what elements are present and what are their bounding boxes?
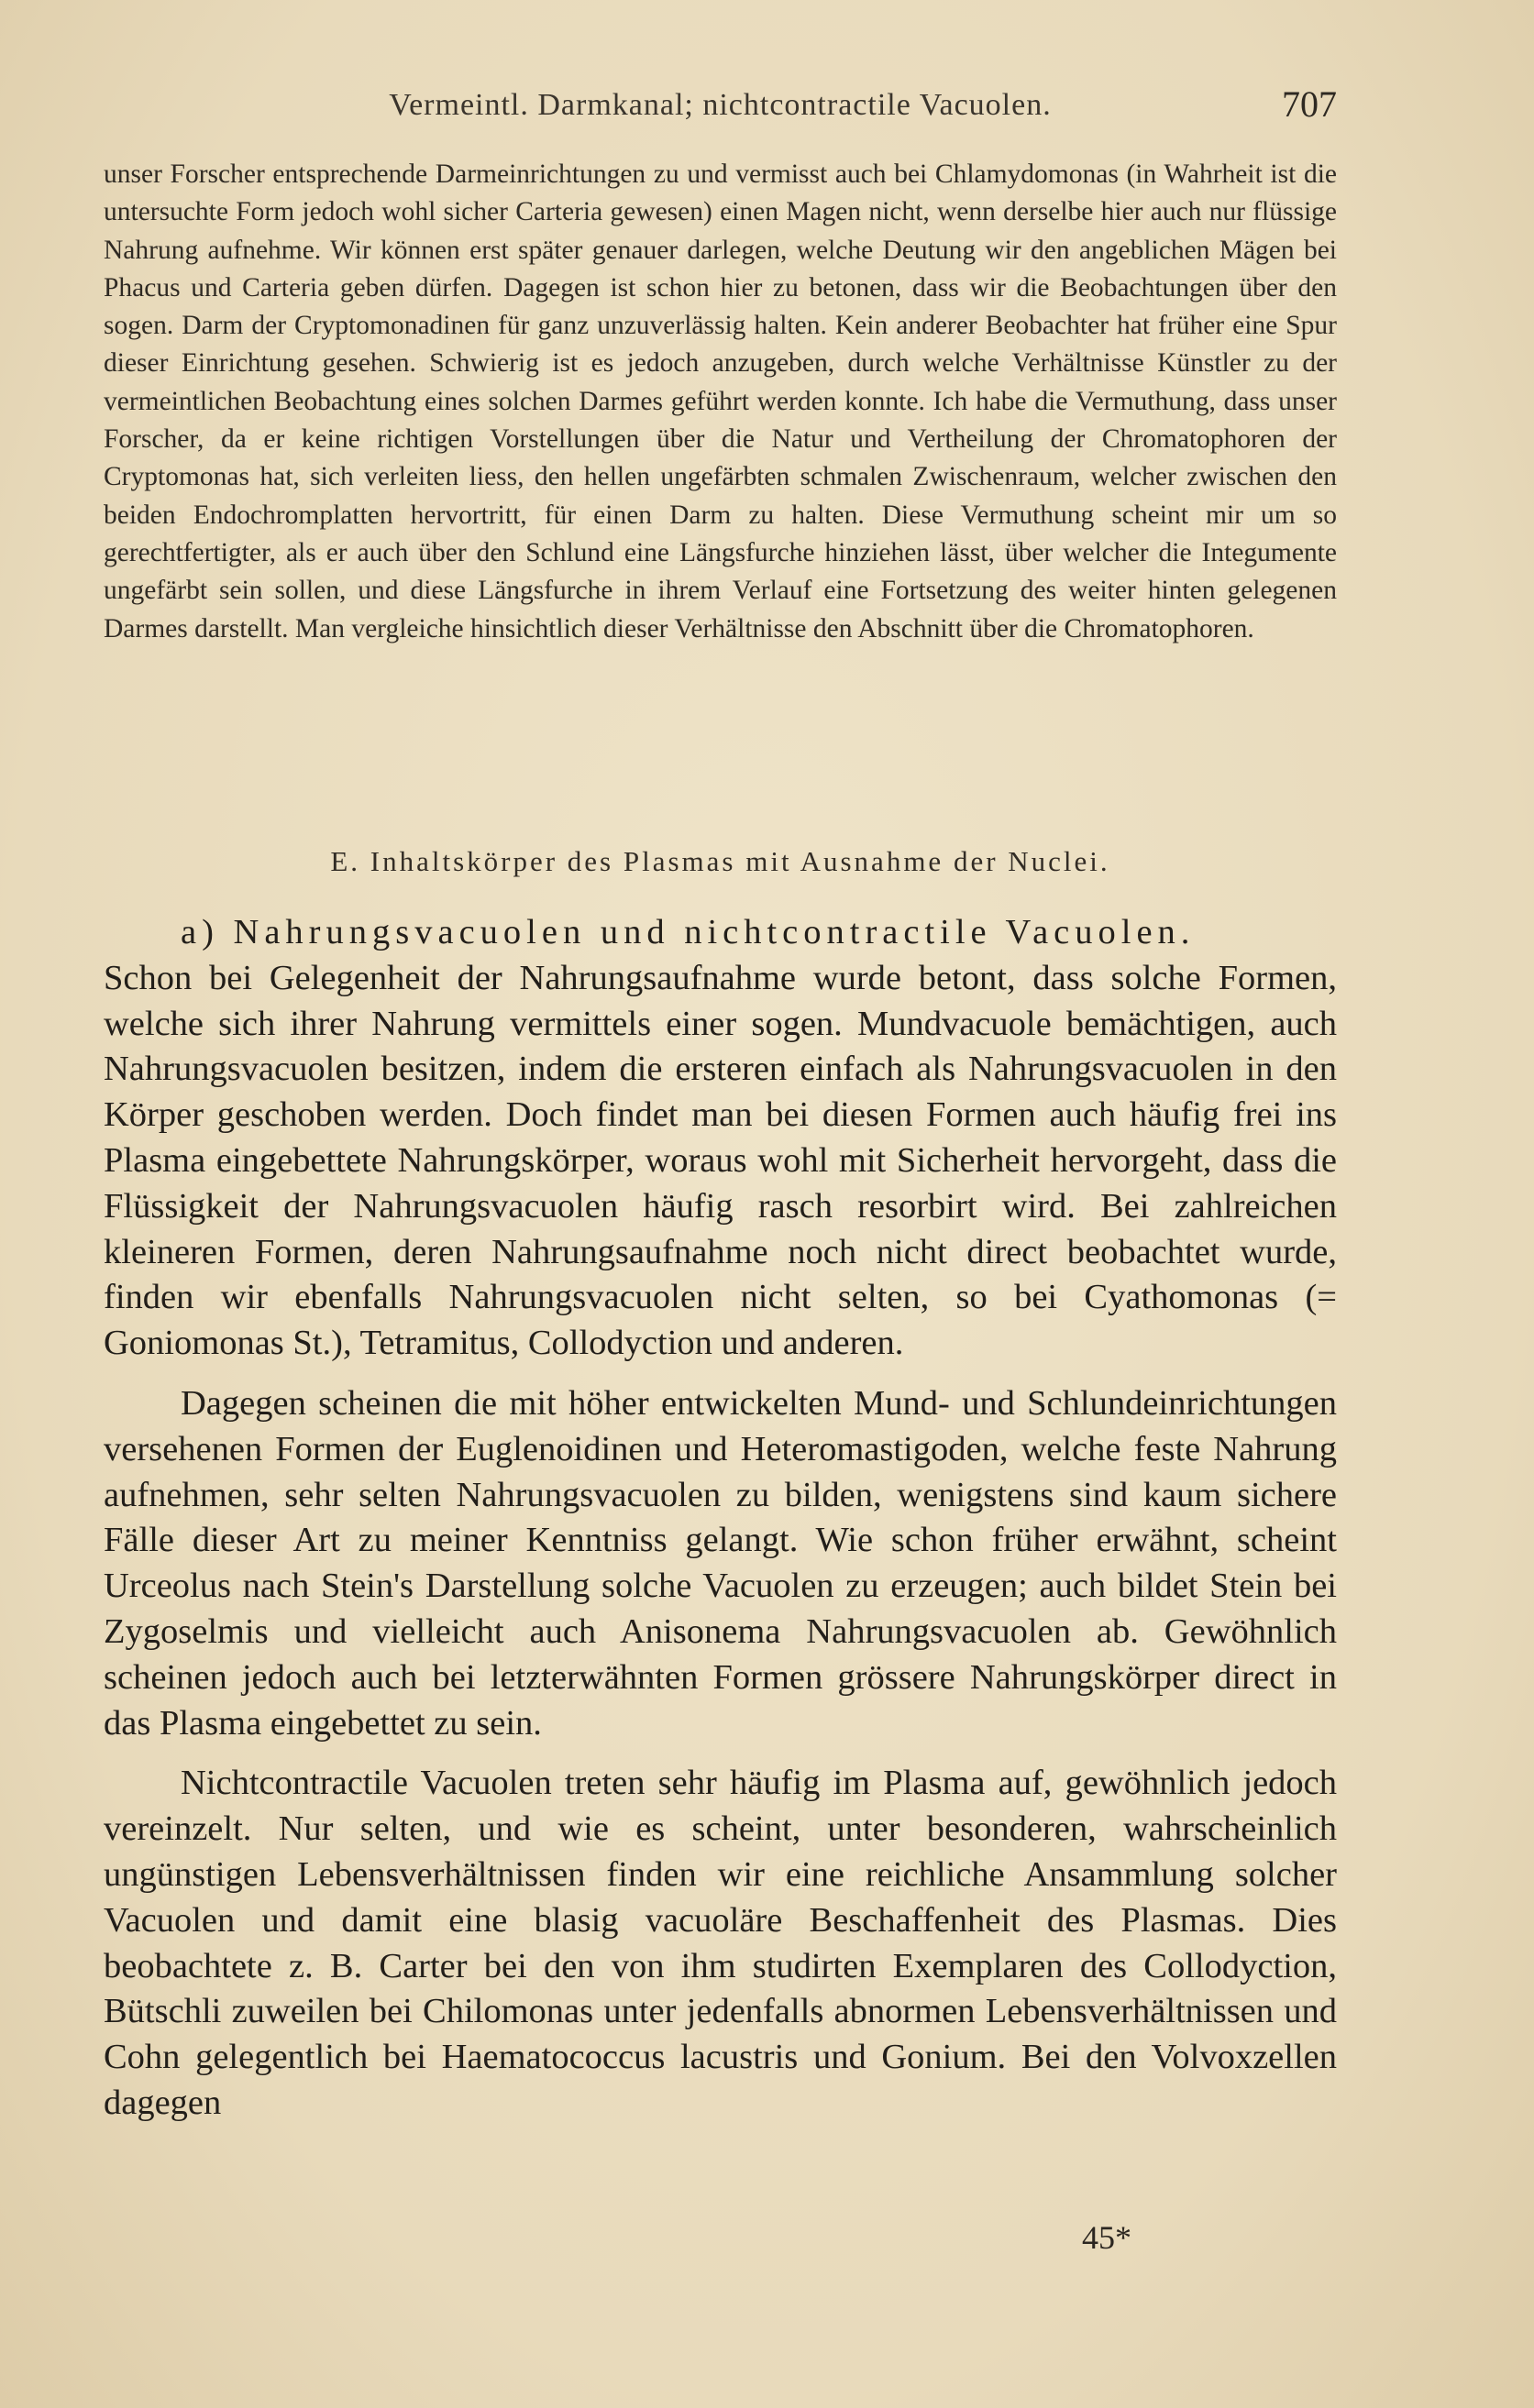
- intro-paragraph: unser Forscher entsprechende Darmeinrichtungen zu und vermisst auch bei Chlamydomonas (in Wahrheit ist die untersuchte Form jedoch wohl sicher Carteria gewesen) einen Magen nicht, wenn derselbe hier auch nur flüssige Nahrung aufnehme. Wir können erst später genauer darlegen, welche Deutung wir den angeblichen Mägen bei Phacus und Carteria geben dürfen. Dagegen ist schon hier zu betonen, dass wir die Beobachtungen über den sogen. Darm der Cryptomonadinen für ganz unzuverlässig halten. Kein anderer Beobachter hat früher eine Spur dieser Einrichtung gesehen. Schwierig ist es jedoch anzugeben, durch welche Verhältnisse Künstler zu der vermeintlichen Beobachtung eines solchen Darmes geführt werden konnte. Ich habe die Vermuthung, dass unser Forscher, da er keine richtigen Vorstellungen über die Natur und Vertheilung der Chromatophoren der Cryptomonas hat, sich verleiten liess, den hellen ungefärbten schmalen Zwischenraum, welcher zwischen den beiden Endochromplatten hervortritt, für einen Darm zu halten. Diese Vermuthung scheint mir um so gerechtfertigter, als er auch über den Schlund eine Längsfurche hinziehen lässt, über welcher die Integumente ungefärbt sein sollen, und diese Längsfurche in ihrem Verlauf eine Fortsetzung des weiter hinten gelegenen Darmes darstellt. Man vergleiche hinsichtlich dieser Verhältnisse den Abschnitt über die Chromatophoren.: [104, 159, 1337, 643]
- page-header: [104, 81, 1337, 136]
- page-number: 707: [1282, 83, 1337, 125]
- body-paragraph-1: Schon bei Gelegenheit der Nahrungsaufnahme wurde betont, dass solche Formen, welche sich ihrer Nahrung vermittels einer sogen. Mundvacuole bemächtigen, auch Nahrungsvacuolen besitzen, indem die ersteren einfach als Nahrungsvacuolen in den Körper geschoben werden. Doch findet man bei diesen Formen auch häufig frei ins Plasma eingebettete Nahrungskörper, woraus wohl mit Sicherheit hervorgeht, dass die Flüssigkeit der Nahrungsvacuolen häufig rasch resorbirt wird. Bei zahlreichen kleineren Formen, deren Nahrungsaufnahme noch nicht direct beobachtet wurde, finden wir ebenfalls Nahrungsvacuolen nicht selten, so bei Cyathomonas (= Goniomonas St.), Tetramitus, Collodyction und anderen.: [104, 958, 1337, 1363]
- body-paragraph-2: Dagegen scheinen die mit höher entwickelten Mund- und Schlundeinrichtungen versehenen Formen der Euglenoidinen und Heteromastigoden, welche feste Nahrung aufnehmen, sehr selten Nahrungsvacuolen zu bilden, wenigstens sind kaum sichere Fälle dieser Art zu meiner Kenntniss gelangt. Wie schon früher erwähnt, scheint Urceolus nach Stein's Darstellung solche Vacuolen zu erzeugen; auch bildet Stein bei Zygoselmis und vielleicht auch Anisonema Nahrungsvacuolen ab. Gewöhnlich scheinen jedoch auch bei letzterwähnten Formen grössere Nahrungskörper direct in das Plasma eingebettet zu sein.: [104, 1383, 1337, 1743]
- subsection-heading: a) Nahrungsvacuolen und nichtcontractile Vacuolen.: [181, 913, 1196, 951]
- subsection-body: [104, 910, 1337, 2127]
- signature-mark: 45*: [1082, 2219, 1131, 2256]
- running-title: Vermeintl. Darmkanal; nichtcontractile Vacuolen.: [389, 88, 1052, 122]
- section-title: E. Inhaltskörper des Plasmas mit Ausnahme der Nuclei.: [330, 845, 1110, 877]
- body-paragraph-3: Nichtcontractile Vacuolen treten sehr häufig im Plasma auf, gewöhnlich jedoch vereinzelt. Nur selten, und wie es scheint, unter besonderen, wahrscheinlich ungünstigen Lebensverhältnissen finden wir eine reichliche Ansammlung solcher Vacuolen und damit eine blasig vacuoläre Beschaffenheit des Plasmas. Dies beobachtete z. B. Carter bei den von ihm studirten Exemplaren des Collodyction, Bütschli zuweilen bei Chilomonas unter jedenfalls abnormen Lebensverhältnissen und Cohn gelegentlich bei Haematococcus lacustris und Gonium. Bei den Volvoxzellen dagegen: [104, 1764, 1337, 2122]
